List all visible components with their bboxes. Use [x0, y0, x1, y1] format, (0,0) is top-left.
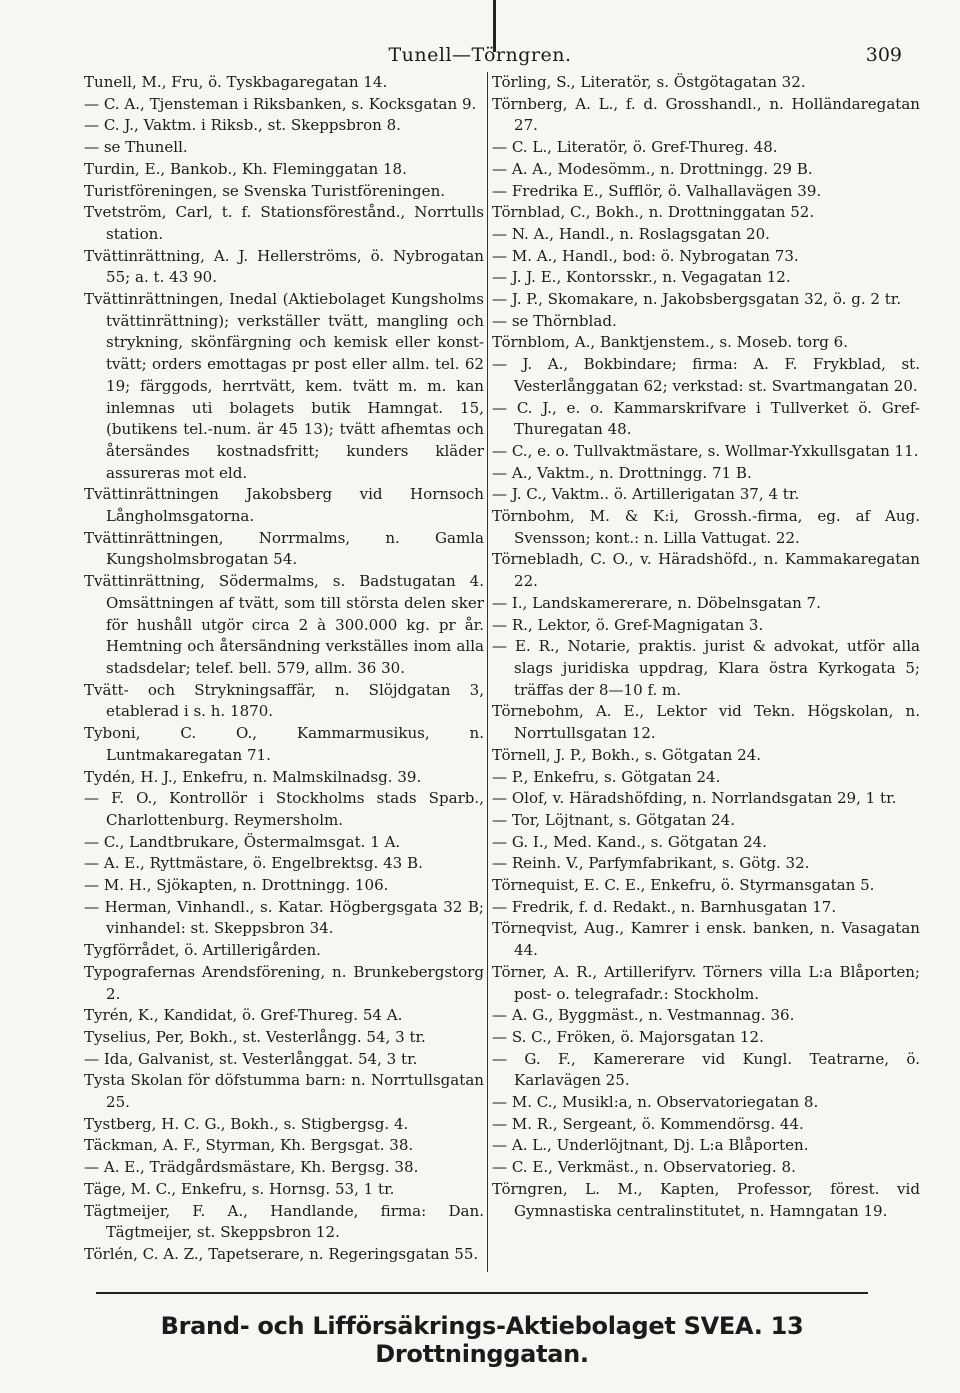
directory-entry: — Fredrik, f. d. Redakt., n. Barnhusgatan 17. — [492, 897, 837, 916]
directory-entry: Tystberg, H. C. G., Bokh., s. Stigbergsg. 4. — [84, 1114, 409, 1133]
directory-entry: Törner, A. R., Artillerifyrv. Törners villa L:a Blåporten; post- o. telegrafadr.: Stockholm. — [492, 962, 920, 1003]
directory-entry: Tygförrådet, ö. Artillerigården. — [84, 941, 321, 960]
directory-entry: — A. A., Modesömm., n. Drottningg. 29 B. — [492, 159, 813, 178]
directory-entry: Tydén, H. J., Enkefru, n. Malmskilnadsg. 39. — [84, 767, 422, 786]
directory-entry: Törngren, L. M., Kapten, Professor, förest. vid Gymnastiska centralinstitutet, n. Hamngatan 19. — [492, 1179, 920, 1220]
directory-entry: Törnblom, A., Banktjenstem., s. Moseb. torg 6. — [492, 333, 849, 352]
directory-entry: Törnebladh, C. O., v. Häradshöfd., n. Kammakaregatan 22. — [492, 550, 920, 591]
directory-entry: — A. L., Underlöjtnant, Dj. L:a Blåporten. — [492, 1136, 809, 1155]
directory-entry: — C., e. o. Tullvaktmästare, s. Wollmar-Yxkullsgatan 11. — [492, 441, 919, 460]
directory-entry: — A. G., Byggmäst., n. Vestmannag. 36. — [492, 1006, 795, 1025]
directory-entry: — N. A., Handl., n. Roslagsgatan 20. — [492, 224, 770, 243]
directory-entry: Tyrén, K., Kandidat, ö. Gref-Thureg. 54 A. — [84, 1006, 403, 1025]
page-number: 309 — [865, 44, 902, 66]
directory-entry: — P., Enkefru, s. Götgatan 24. — [492, 767, 721, 786]
directory-entry: Törnberg, A. L., f. d. Grosshandl., n. Holländaregatan 27. — [492, 94, 920, 135]
directory-entry: — Tor, Löjtnant, s. Götgatan 24. — [492, 810, 736, 829]
directory-entry: Törneqvist, Aug., Kamrer i ensk. banken, n. Vasagatan 44. — [492, 919, 920, 960]
directory-entry: — M. A., Handl., bod: ö. Nybrogatan 73. — [492, 246, 799, 265]
directory-entry: Törnebohm, A. E., Lektor vid Tekn. Högskolan, n. Norrtullsgatan 12. — [492, 702, 920, 743]
directory-entry: Tvetström, Carl, t. f. Stationsförestånd., Norrtulls station. — [84, 203, 484, 243]
directory-entry: Tvättinrättningen Jakobsberg vid Hornsoch Långholmsgatorna. — [84, 485, 484, 526]
directory-entry: — Ida, Galvanist, st. Vesterlånggat. 54, 3 tr. — [84, 1049, 418, 1068]
footer-advertisement: Brand- och Lifförsäkrings-Aktiebolaget SVEA. 13 Drottninggatan. — [160, 1312, 804, 1368]
directory-entry: Törnell, J. P., Bokh., s. Götgatan 24. — [492, 745, 762, 764]
directory-entry: — G. I., Med. Kand., s. Götgatan 24. — [492, 832, 768, 851]
directory-entry: — M. H., Sjökapten, n. Drottningg. 106. — [84, 876, 389, 895]
directory-entry: — Herman, Vinhandl., s. Katar. Högbergsgata 32 B; vinhandel: st. Skeppsbron 34. — [84, 897, 484, 938]
directory-entry: — C. A., Tjensteman i Riksbanken, s. Kocksgatan 9. — [84, 94, 477, 113]
directory-entry: Tysta Skolan för döfstumma barn: n. Norrtullsgatan 25. — [84, 1071, 484, 1112]
directory-entry: — se Thörnblad. — [492, 311, 617, 330]
directory-entry: — Reinh. V., Parfymfabrikant, s. Götg. 32. — [492, 854, 810, 873]
directory-entry: Tunell, M., Fru, ö. Tyskbagaregatan 14. — [84, 73, 388, 91]
directory-entry: Tyselius, Per, Bokh., st. Vesterlångg. 54, 3 tr. — [84, 1027, 426, 1046]
directory-entry: — Fredrika E., Sufflör, ö. Valhallavägen 39. — [492, 181, 822, 200]
footer-rule — [96, 1292, 868, 1294]
left-column — [84, 72, 484, 1272]
directory-entry: Törnequist, E. C. E., Enkefru, ö. Styrmansgatan 5. — [492, 876, 875, 895]
directory-entry: Tvättinrättning, Södermalms, s. Badstugatan 4. Omsättningen af tvätt, som till största delen sker för hushåll utgör circa 2 à 300.000 kg. pr år. Hemtning och återsändning verkställes inom alla stadsdelar; telef. bell. 579, allm. 36 30. — [84, 572, 484, 677]
directory-entry: Täckman, A. F., Styrman, Kh. Bergsgat. 38. — [84, 1136, 414, 1155]
directory-entry: — A., Vaktm., n. Drottningg. 71 B. — [492, 463, 752, 482]
directory-entry: Törnbohm, M. & K:i, Grossh.-firma, eg. af Aug. Svensson; kont.: n. Lilla Vattugat. 22. — [492, 507, 920, 547]
directory-entry: — I., Landskamererare, n. Döbelnsgatan 7. — [492, 593, 821, 612]
running-title: Tunell—Törngren. — [388, 44, 572, 66]
directory-entry: — R., Lektor, ö. Gref-Magnigatan 3. — [492, 615, 764, 634]
directory-entry: — J. A., Bokbindare; firma: A. F. Frykblad, st. Vesterlånggatan 62; verkstad: st. Svartmangatan 20. — [492, 355, 920, 395]
directory-entry: — Olof, v. Häradshöfding, n. Norrlandsgatan 29, 1 tr. — [492, 789, 897, 808]
directory-entry: — C. J., Vaktm. i Riksb., st. Skeppsbron 8. — [84, 116, 401, 135]
directory-entry: Tvättinrättningen, Norrmalms, n. Gamla Kungsholmsbrogatan 54. — [84, 528, 484, 569]
directory-entry: — E. R., Notarie, praktis. jurist & advokat, utför alla slags juridiska uppdrag, Klara östra Kyrkogata 5; träffas der 8—10 f. m. — [492, 637, 920, 699]
directory-entry: — C. E., Verkmäst., n. Observatorieg. 8. — [492, 1158, 796, 1177]
directory-entry: — J. J. E., Kontorsskr., n. Vegagatan 12. — [492, 268, 791, 287]
directory-entry: — S. C., Fröken, ö. Majorsgatan 12. — [492, 1027, 764, 1046]
directory-entry: Tvätt- och Strykningsaffär, n. Slöjdgatan 3, etablerad i s. h. 1870. — [84, 680, 484, 721]
directory-entry: — C., Landtbrukare, Östermalmsgat. 1 A. — [84, 832, 401, 851]
directory-entry: Törnblad, C., Bokh., n. Drottninggatan 52. — [492, 203, 815, 222]
directory-entry: Turdin, E., Bankob., Kh. Fleminggatan 18. — [84, 159, 407, 178]
directory-entry: Tvättinrättningen, Inedal (Aktiebolaget Kungsholms tvättinrättning); verkställer tvätt, mangling och strykning, skönfärgning och kemisk eller konst-tvätt; orders emottagas pr post eller allm. tel. 62 19; färggods, herrtvätt, kem. tvätt m. m. kan inlemnas uti bolagets butik Hamngat. 15, (butikens tel.-num. är 45 13); tvätt afhemtas och återsändes kostnadsfritt; kunders kläder assureras mot eld. — [84, 290, 484, 482]
column-divider — [487, 72, 488, 1272]
page-header — [0, 42, 960, 72]
directory-entry: — C. J., e. o. Kammarskrifvare i Tullverket ö. Gref-Thuregatan 48. — [492, 398, 920, 439]
directory-entry: — M. R., Sergeant, ö. Kommendörsg. 44. — [492, 1114, 804, 1133]
directory-entry: — A. E., Trädgårdsmästare, Kh. Bergsg. 38. — [84, 1158, 419, 1177]
directory-entry: — A. E., Ryttmästare, ö. Engelbrektsg. 43 B. — [84, 854, 423, 873]
directory-entry: — J. C., Vaktm.. ö. Artillerigatan 37, 4 tr. — [492, 485, 800, 504]
directory-entry: — F. O., Kontrollör i Stockholms stads Sparb., Charlottenburg. Reymersholm. — [84, 789, 484, 829]
directory-entry: Tvättinrättning, A. J. Hellerströms, ö. Nybrogatan 55; a. t. 43 90. — [84, 246, 484, 287]
directory-entry: Törling, S., Literatör, s. Östgötagatan 32. — [492, 73, 806, 91]
right-column — [492, 72, 920, 1272]
directory-entry: — C. L., Literatör, ö. Gref-Thureg. 48. — [492, 138, 778, 157]
directory-entry: Turistföreningen, se Svenska Turistföreningen. — [84, 181, 446, 200]
directory-entry: Typografernas Arendsförening, n. Brunkebergstorg 2. — [84, 962, 484, 1003]
directory-entry: — G. F., Kamererare vid Kungl. Teatrarne, ö. Karlavägen 25. — [492, 1049, 920, 1090]
directory-entry: — se Thunell. — [84, 138, 188, 157]
directory-entry: Törlén, C. A. Z., Tapetserare, n. Regeringsgatan 55. — [84, 1244, 479, 1263]
directory-entry: Täge, M. C., Enkefru, s. Hornsg. 53, 1 tr. — [84, 1179, 395, 1198]
directory-entry: — J. P., Skomakare, n. Jakobsbergsgatan 32, ö. g. 2 tr. — [492, 290, 902, 309]
directory-entry: Tyboni, C. O., Kammarmusikus, n. Luntmakaregatan 71. — [84, 724, 484, 764]
directory-entry: — M. C., Musikl:a, n. Observatoriegatan 8. — [492, 1093, 819, 1112]
directory-entry: Tägtmeijer, F. A., Handlande, firma: Dan. Tägtmeijer, st. Skeppsbron 12. — [84, 1201, 484, 1242]
